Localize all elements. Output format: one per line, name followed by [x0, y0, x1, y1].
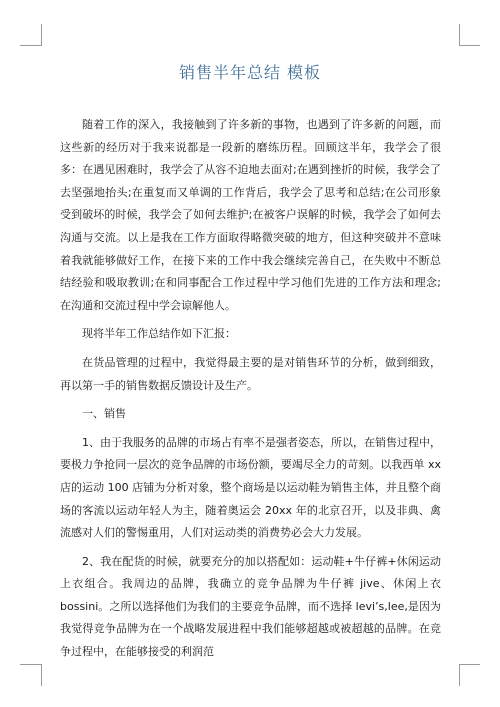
section-heading-sales: 一、销售 — [82, 407, 126, 421]
crop-mark-bottom-right-vertical — [459, 664, 460, 686]
document-title: 销售半年总结 模板 — [178, 63, 322, 82]
crop-mark-bottom-right — [459, 664, 480, 665]
crop-mark-top-left — [20, 45, 41, 46]
paragraph-report-lead: 现将半年工作总结作如下汇报： — [82, 327, 236, 341]
paragraph-intro: 随着工作的深入，我接触到了许多新的事物，也遇到了许多新的问题，而这些新的经历对于我来说都是一段新的磨练历程。回顾这半年，我学会了很多：在遇见困难时，我学会了从容不迫地去面对;在遇到挫折的时候，我学会了去坚强地抬头;在重复而又单调的工作背后，我学会了思考和总结;在公司形象受到破坏的时候，我学会了如何去维护;在被客户误解的时候，我学会了如何去沟通与交流。以上是我在工作方面取得略微突破的地方，但这种突破并不意味着我就能够做好工作，在接下来的工作中我会继续完善自己，在失败中不断总结经验和吸取教训;在和同事配合工作过程中学习他们先进的工作方法和理念;在沟通和交流过程中学会谅解他人。 — [60, 118, 441, 312]
crop-mark-top-left-vertical — [41, 24, 42, 46]
crop-mark-bottom-left — [20, 664, 41, 665]
crop-mark-bottom-left-vertical — [41, 664, 42, 686]
crop-mark-top-right-vertical — [459, 24, 460, 46]
crop-mark-top-right — [459, 45, 480, 46]
paragraph-goods-management: 在货品管理的过程中，我觉得最主要的是对销售环节的分析，做到细致，再以第一手的销售数据反馈设计及生产。 — [60, 355, 441, 392]
document-body — [60, 114, 441, 670]
paragraph-point-2: 2、我在配货的时候，就要充分的加以搭配如：运动鞋+牛仔裤+休闲运动上衣组合。我周边的品牌，我确立的竞争品牌为牛仔裤 jive、休闲上衣 bossini。之所以选择他们为我们的主要竞争品牌，而不选择 levi’s,lee,是因为我觉得竞争品牌为在一个战略发展进程中我们能够超越或被超越的品牌。在竞争过程中，在能够接受的利润范 — [60, 554, 441, 659]
paragraph-point-1: 1、由于我服务的品牌的市场占有率不是强者姿态，所以，在销售过程中，要极力争抢同一层次的竞争品牌的市场份额，要竭尽全力的苛刻。以我西单 xx 店的运动 100 店铺为分析对象，整个商场是以运动鞋为销售主体，并且整个商场的客流以运动年轻人为主，随着奥运会 20xx 年的北京召开，以及非典、禽流感对人们的警惕重用，人们对运动类的消费势必会大力发展。 — [60, 435, 441, 540]
